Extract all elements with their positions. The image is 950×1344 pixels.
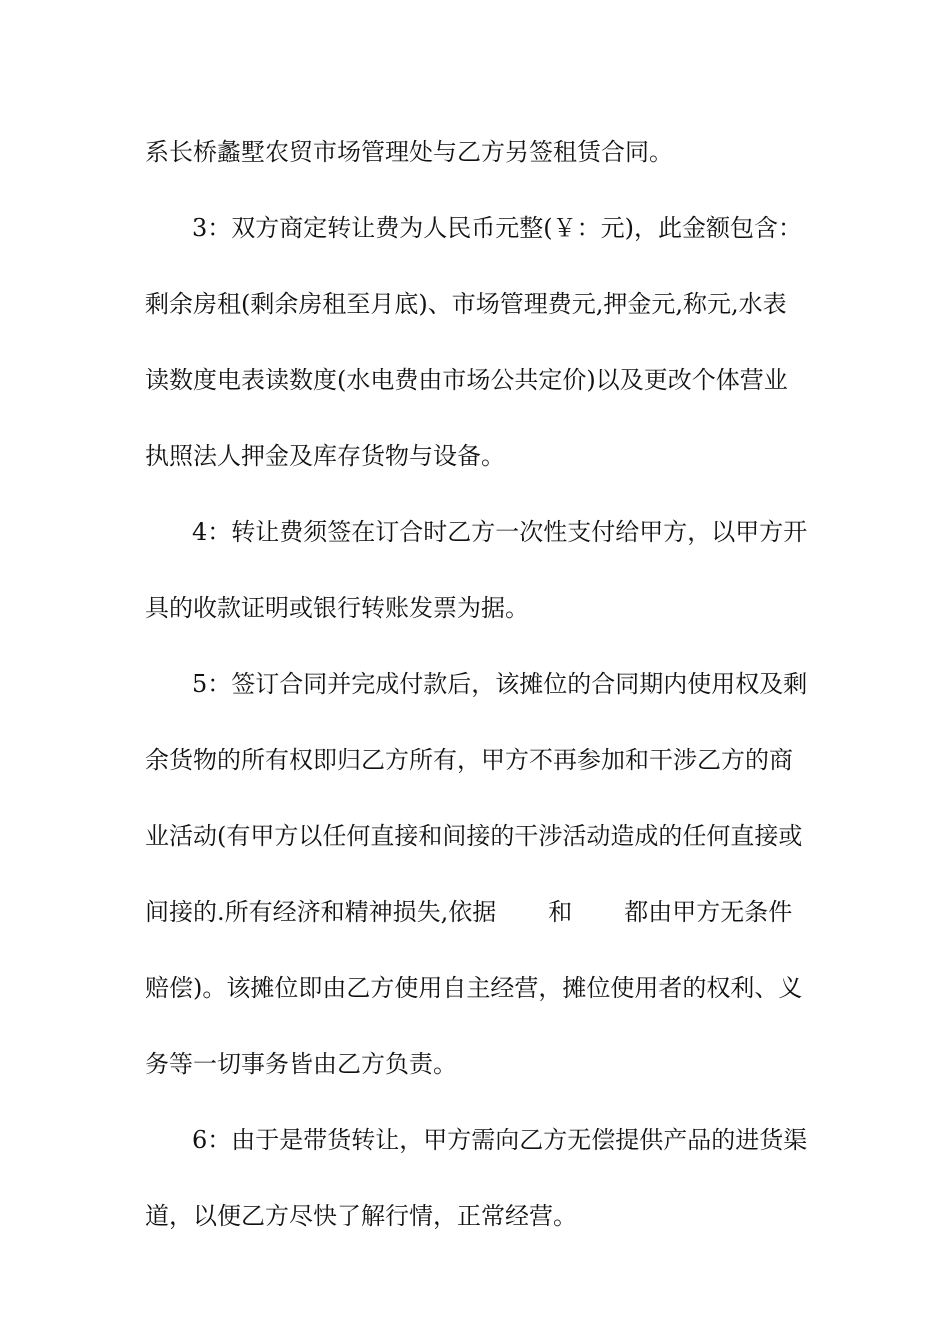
clause-5-line-1: 5：签订合同并完成付款后，该摊位的合同期内使用权及剩 — [192, 670, 808, 698]
clause-6-line-2: 道，以便乙方尽快了解行情，正常经营。 — [145, 1202, 577, 1230]
clause-3-line-3: 读数度电表读数度(水电费由市场公共定价)以及更改个体营业 — [145, 366, 788, 394]
clause-3-line-2: 剩余房租(剩余房租至月底)、市场管理费元,押金元,称元,水表 — [145, 290, 787, 318]
clause-5-line-3: 业活动(有甲方以任何直接和间接的干涉活动造成的任何直接或 — [145, 822, 803, 850]
clause-4-line-2: 具的收款证明或银行转账发票为据。 — [145, 594, 529, 622]
clause-3-line-4: 执照法人押金及库存货物与设备。 — [145, 442, 505, 470]
clause-5-line-4-part-3: 都由甲方无条件 — [624, 898, 793, 926]
clause-5-line-6: 务等一切事务皆由乙方负责。 — [145, 1050, 457, 1078]
clause-5-line-4 — [145, 897, 825, 927]
clause-5-line-2: 余货物的所有权即归乙方所有，甲方不再参加和干涉乙方的商 — [145, 746, 793, 774]
clause-5-line-5: 赔偿)。该摊位即由乙方使用自主经营，摊位使用者的权利、义 — [145, 974, 803, 1002]
clause-5-line-4-part-2: 和 — [548, 898, 573, 926]
text-line-1: 系长桥蠡墅农贸市场管理处与乙方另签租赁合同。 — [145, 138, 673, 166]
clause-3-line-1: 3：双方商定转让费为人民币元整(￥：元)，此金额包含： — [192, 214, 802, 242]
clause-6-line-1: 6：由于是带货转让，甲方需向乙方无偿提供产品的进货渠 — [192, 1126, 808, 1154]
clause-4-line-1: 4：转让费须签在订合时乙方一次性支付给甲方，以甲方开 — [192, 518, 808, 546]
clause-5-line-4-part-1: 间接的.所有经济和精神损失,依据 — [145, 898, 497, 926]
